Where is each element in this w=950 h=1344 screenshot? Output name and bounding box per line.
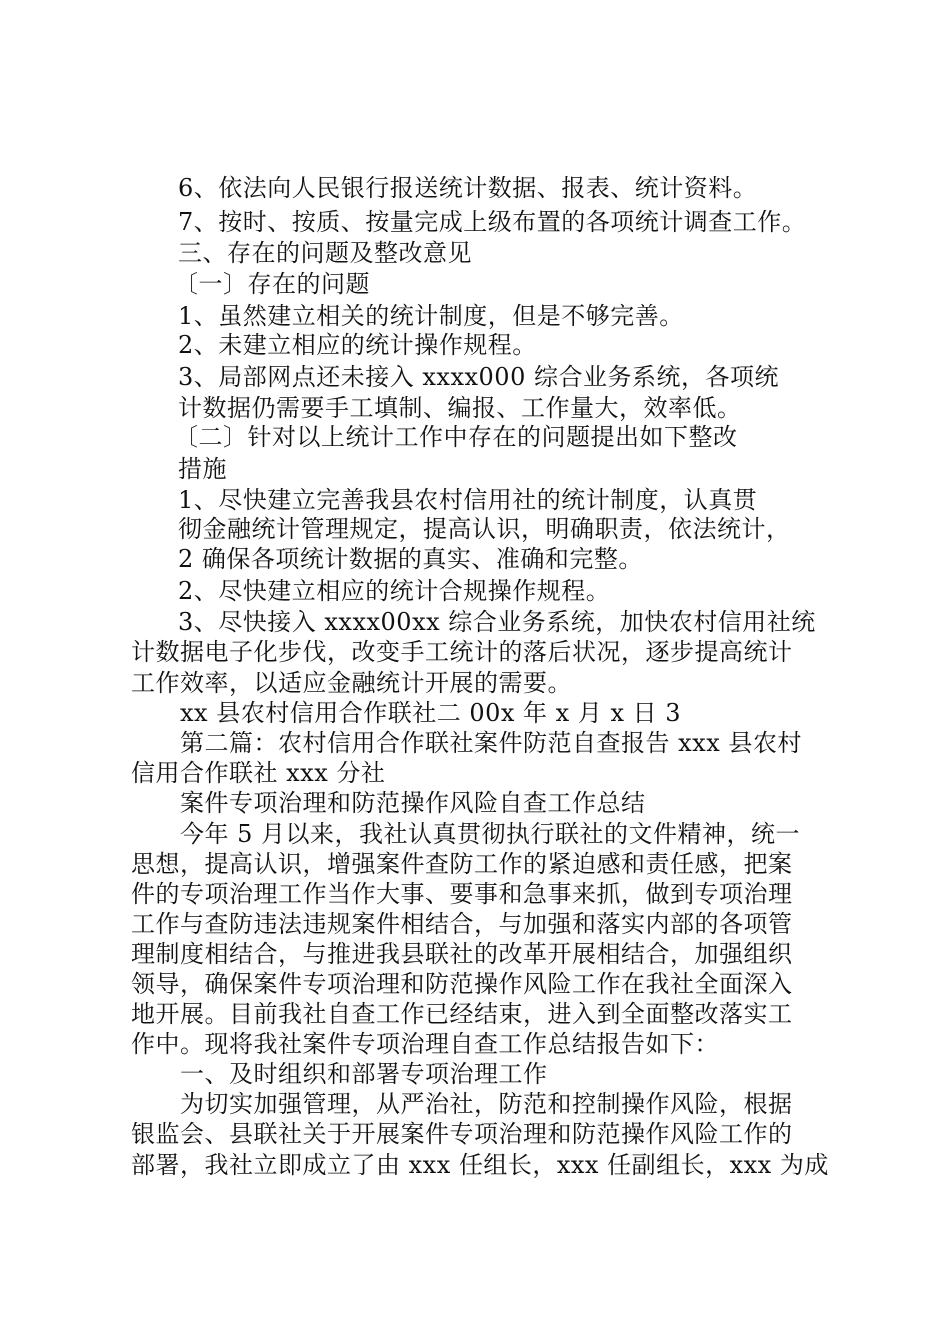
text-line: 7、按时、按质、按量完成上级布置的各项统计调查工作。 [178, 208, 807, 236]
paragraph-line: 理制度相结合，与推进我县联社的改革开展相结合，加强组织 [131, 940, 793, 968]
paragraph-line: 为切实加强管理，从严治社，防范和控制操作风险，根据 [180, 1090, 793, 1118]
paragraph-line: 部署，我社立即成立了由 xxx 任组长，xxx 任副组长，xxx 为成 [131, 1151, 829, 1179]
signature-date-line: xx 县农村信用合作联社二 00x 年 x 月 x 日 3 [180, 699, 682, 727]
text-line: 6、依法向人民银行报送统计数据、报表、统计资料。 [178, 174, 758, 202]
report-title: 案件专项治理和防范操作风险自查工作总结 [180, 789, 646, 817]
text-line: 2 确保各项统计数据的真实、准确和完整。 [178, 545, 643, 573]
text-line: 3、尽快接入 xxxx00xx 综合业务系统，加快农村信用社统 [178, 608, 816, 636]
subsection-heading: 〔二〕针对以上统计工作中存在的问题提出如下整改 [174, 423, 738, 451]
text-line: 措施 [178, 455, 227, 483]
text-line: 计数据电子化步伐，改变手工统计的落后状况，逐步提高统计 [131, 638, 793, 666]
section-title: 第二篇：农村信用合作联社案件防范自查报告 xxx 县农村 [180, 729, 802, 757]
subsection-heading: 〔一〕存在的问题 [174, 270, 370, 298]
section-heading: 三、存在的问题及整改意见 [178, 239, 472, 267]
paragraph-line: 今年 5 月以来，我社认真贯彻执行联社的文件精神，统一 [180, 820, 801, 848]
paragraph-line: 领导，确保案件专项治理和防范操作风险工作在我社全面深入 [131, 970, 793, 998]
text-line: 2、未建立相应的统计操作规程。 [178, 331, 537, 359]
text-line: 2、尽快建立相应的统计合规操作规程。 [178, 577, 611, 605]
text-line: 3、局部网点还未接入 xxxx000 综合业务系统，各项统 [178, 363, 779, 391]
text-line: 1、虽然建立相关的统计制度，但是不够完善。 [178, 302, 684, 330]
paragraph-line: 地开展。目前我社自查工作已经结束，进入到全面整改落实工 [131, 1000, 793, 1028]
paragraph-line: 工作与查防违法违规案件相结合，与加强和落实内部的各项管 [131, 910, 793, 938]
section-heading: 一、及时组织和部署专项治理工作 [180, 1060, 548, 1088]
text-line: 计数据仍需要手工填制、编报、工作量大，效率低。 [178, 394, 742, 422]
section-title: 信用合作联社 xxx 分社 [131, 759, 386, 787]
paragraph-line: 作中。现将我社案件专项治理自查工作总结报告如下： [131, 1030, 719, 1058]
text-line: 1、尽快建立完善我县农村信用社的统计制度，认真贯 [178, 486, 758, 514]
paragraph-line: 件的专项治理工作当作大事、要事和急事来抓，做到专项治理 [131, 880, 793, 908]
paragraph-line: 思想，提高认识，增强案件查防工作的紧迫感和责任感，把案 [131, 850, 793, 878]
text-line: 彻金融统计管理规定，提高认识，明确职责，依法统计， [178, 515, 791, 543]
paragraph-line: 银监会、县联社关于开展案件专项治理和防范操作风险工作的 [131, 1120, 793, 1148]
text-line: 工作效率，以适应金融统计开展的需要。 [131, 669, 572, 697]
